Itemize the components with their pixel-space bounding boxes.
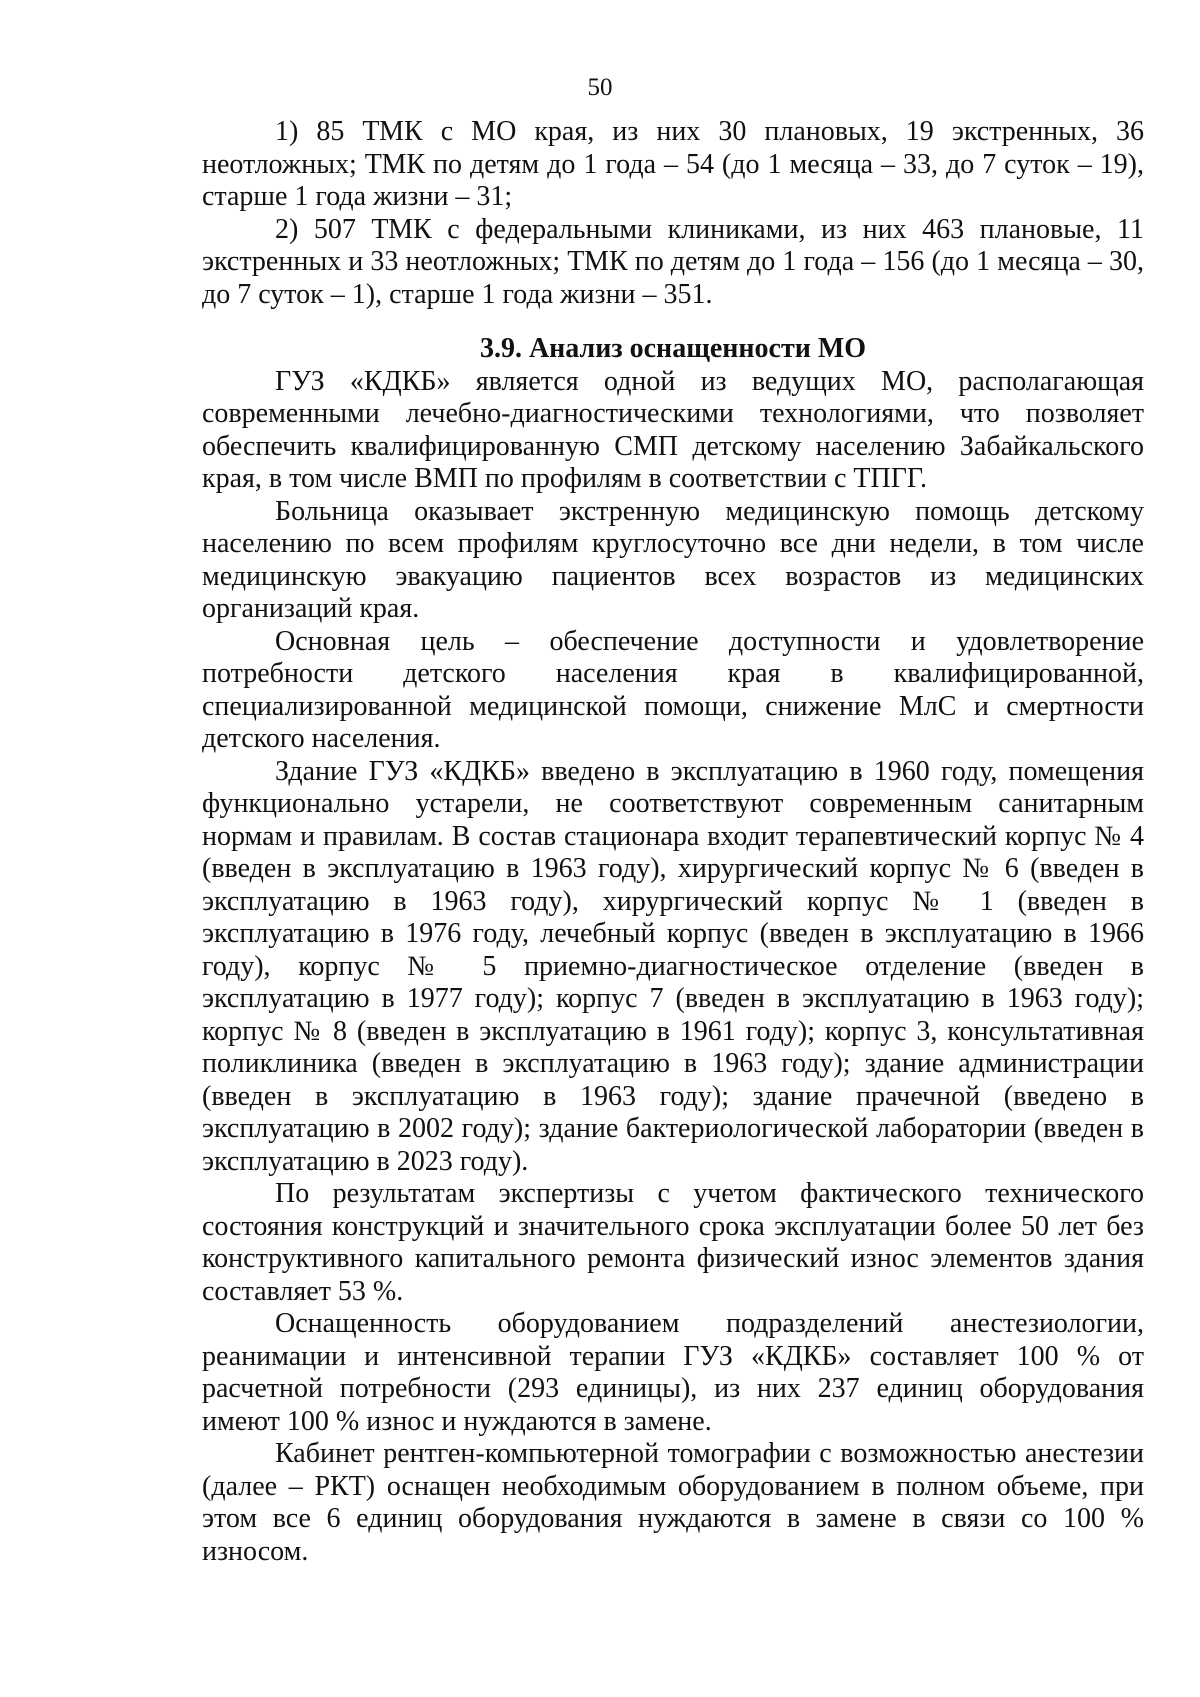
paragraph-main-goal: Основная цель – обеспечение доступности и удовлетворение потребности детского населения края в квалифицированной, специализированной медицинской помощи, снижение МлС и смертности детского населения.: [202, 625, 1144, 754]
section-heading: 3.9. Анализ оснащенности МО: [479, 333, 867, 364]
paragraph-icu-equipment: Оснащенность оборудованием подразделений анестезиологии, реанимации и интенсивной терапии ГУЗ «КДКБ» составляет 100 % от расчетной потребности (293 единицы), из них 237 единиц оборудования имеют 100 % износ и нуждаются в замене.: [202, 1308, 1144, 1437]
list-item-tmk-federal: 2) 507 ТМК с федеральными клиниками, из них 463 плановые, 11 экстренных и 33 неотложных; ТМК по детям до 1 года – 156 (до 1 месяца – 30, до 7 суток – 1), старше 1 года жизни – 351.: [202, 213, 1144, 310]
page-number: 50: [587, 74, 613, 101]
paragraph-hospital-overview: ГУЗ «КДКБ» является одной из ведущих МО, располагающая современными лечебно-диагностическими технологиями, что позволяет обеспечить квалифицированную СМП детскому населению Забайкальского края, в том числе ВМП по профилям в соответствии с ТПГГ.: [202, 365, 1144, 494]
paragraph-wear-assessment: По результатам экспертизы с учетом фактического технического состояния конструкций и значительного срока эксплуатации более 50 лет без конструктивного капитального ремонта физический износ элементов здания составляет 53 %.: [202, 1178, 1144, 1307]
paragraph-emergency-care: Больница оказывает экстренную медицинскую помощь детскому населению по всем профилям круглосуточно все дни недели, в том числе медицинскую эвакуацию пациентов всех возрастов из медицинских организаций края.: [202, 495, 1144, 624]
paragraph-buildings: Здание ГУЗ «КДКБ» введено в эксплуатацию в 1960 году, помещения функционально устарели, не соответствуют современным санитарным нормам и правилам. В состав стационара входит терапевтический корпус № 4 (введен в эксплуатацию в 1963 году), хирургический корпус № 6 (введен в эксплуатацию в 1963 году), хирургический корпус № 1 (введен в эксплуатацию в 1976 году, лечебный корпус (введен в эксплуатацию в 1966 году), корпус № 5 приемно-диагностическое отделение (введен в эксплуатацию в 1977 году); корпус 7 (введен в эксплуатацию в 1963 году); корпус № 8 (введен в эксплуатацию в 1961 году); корпус 3, консультативная поликлиника (введен в эксплуатацию в 1963 году); здание администрации (введен в эксплуатацию в 1963 году); здание прачечной (введено в эксплуатацию в 2002 году); здание бактериологической лаборатории (введен в эксплуатацию в 2023 году).: [202, 755, 1144, 1177]
paragraph-ct-room: Кабинет рентген-компьютерной томографии с возможностью анестезии (далее – РКТ) оснащен необходимым оборудованием в полном объеме, при этом все 6 единиц оборудования нуждаются в замене в связи со 100 % износом.: [202, 1438, 1144, 1567]
page-body: [202, 116, 1144, 1568]
list-item-tmk-regional: 1) 85 ТМК с МО края, из них 30 плановых, 19 экстренных, 36 неотложных; ТМК по детям до 1 года – 54 (до 1 месяца – 33, до 7 суток – 19), старше 1 года жизни – 31;: [202, 116, 1144, 212]
